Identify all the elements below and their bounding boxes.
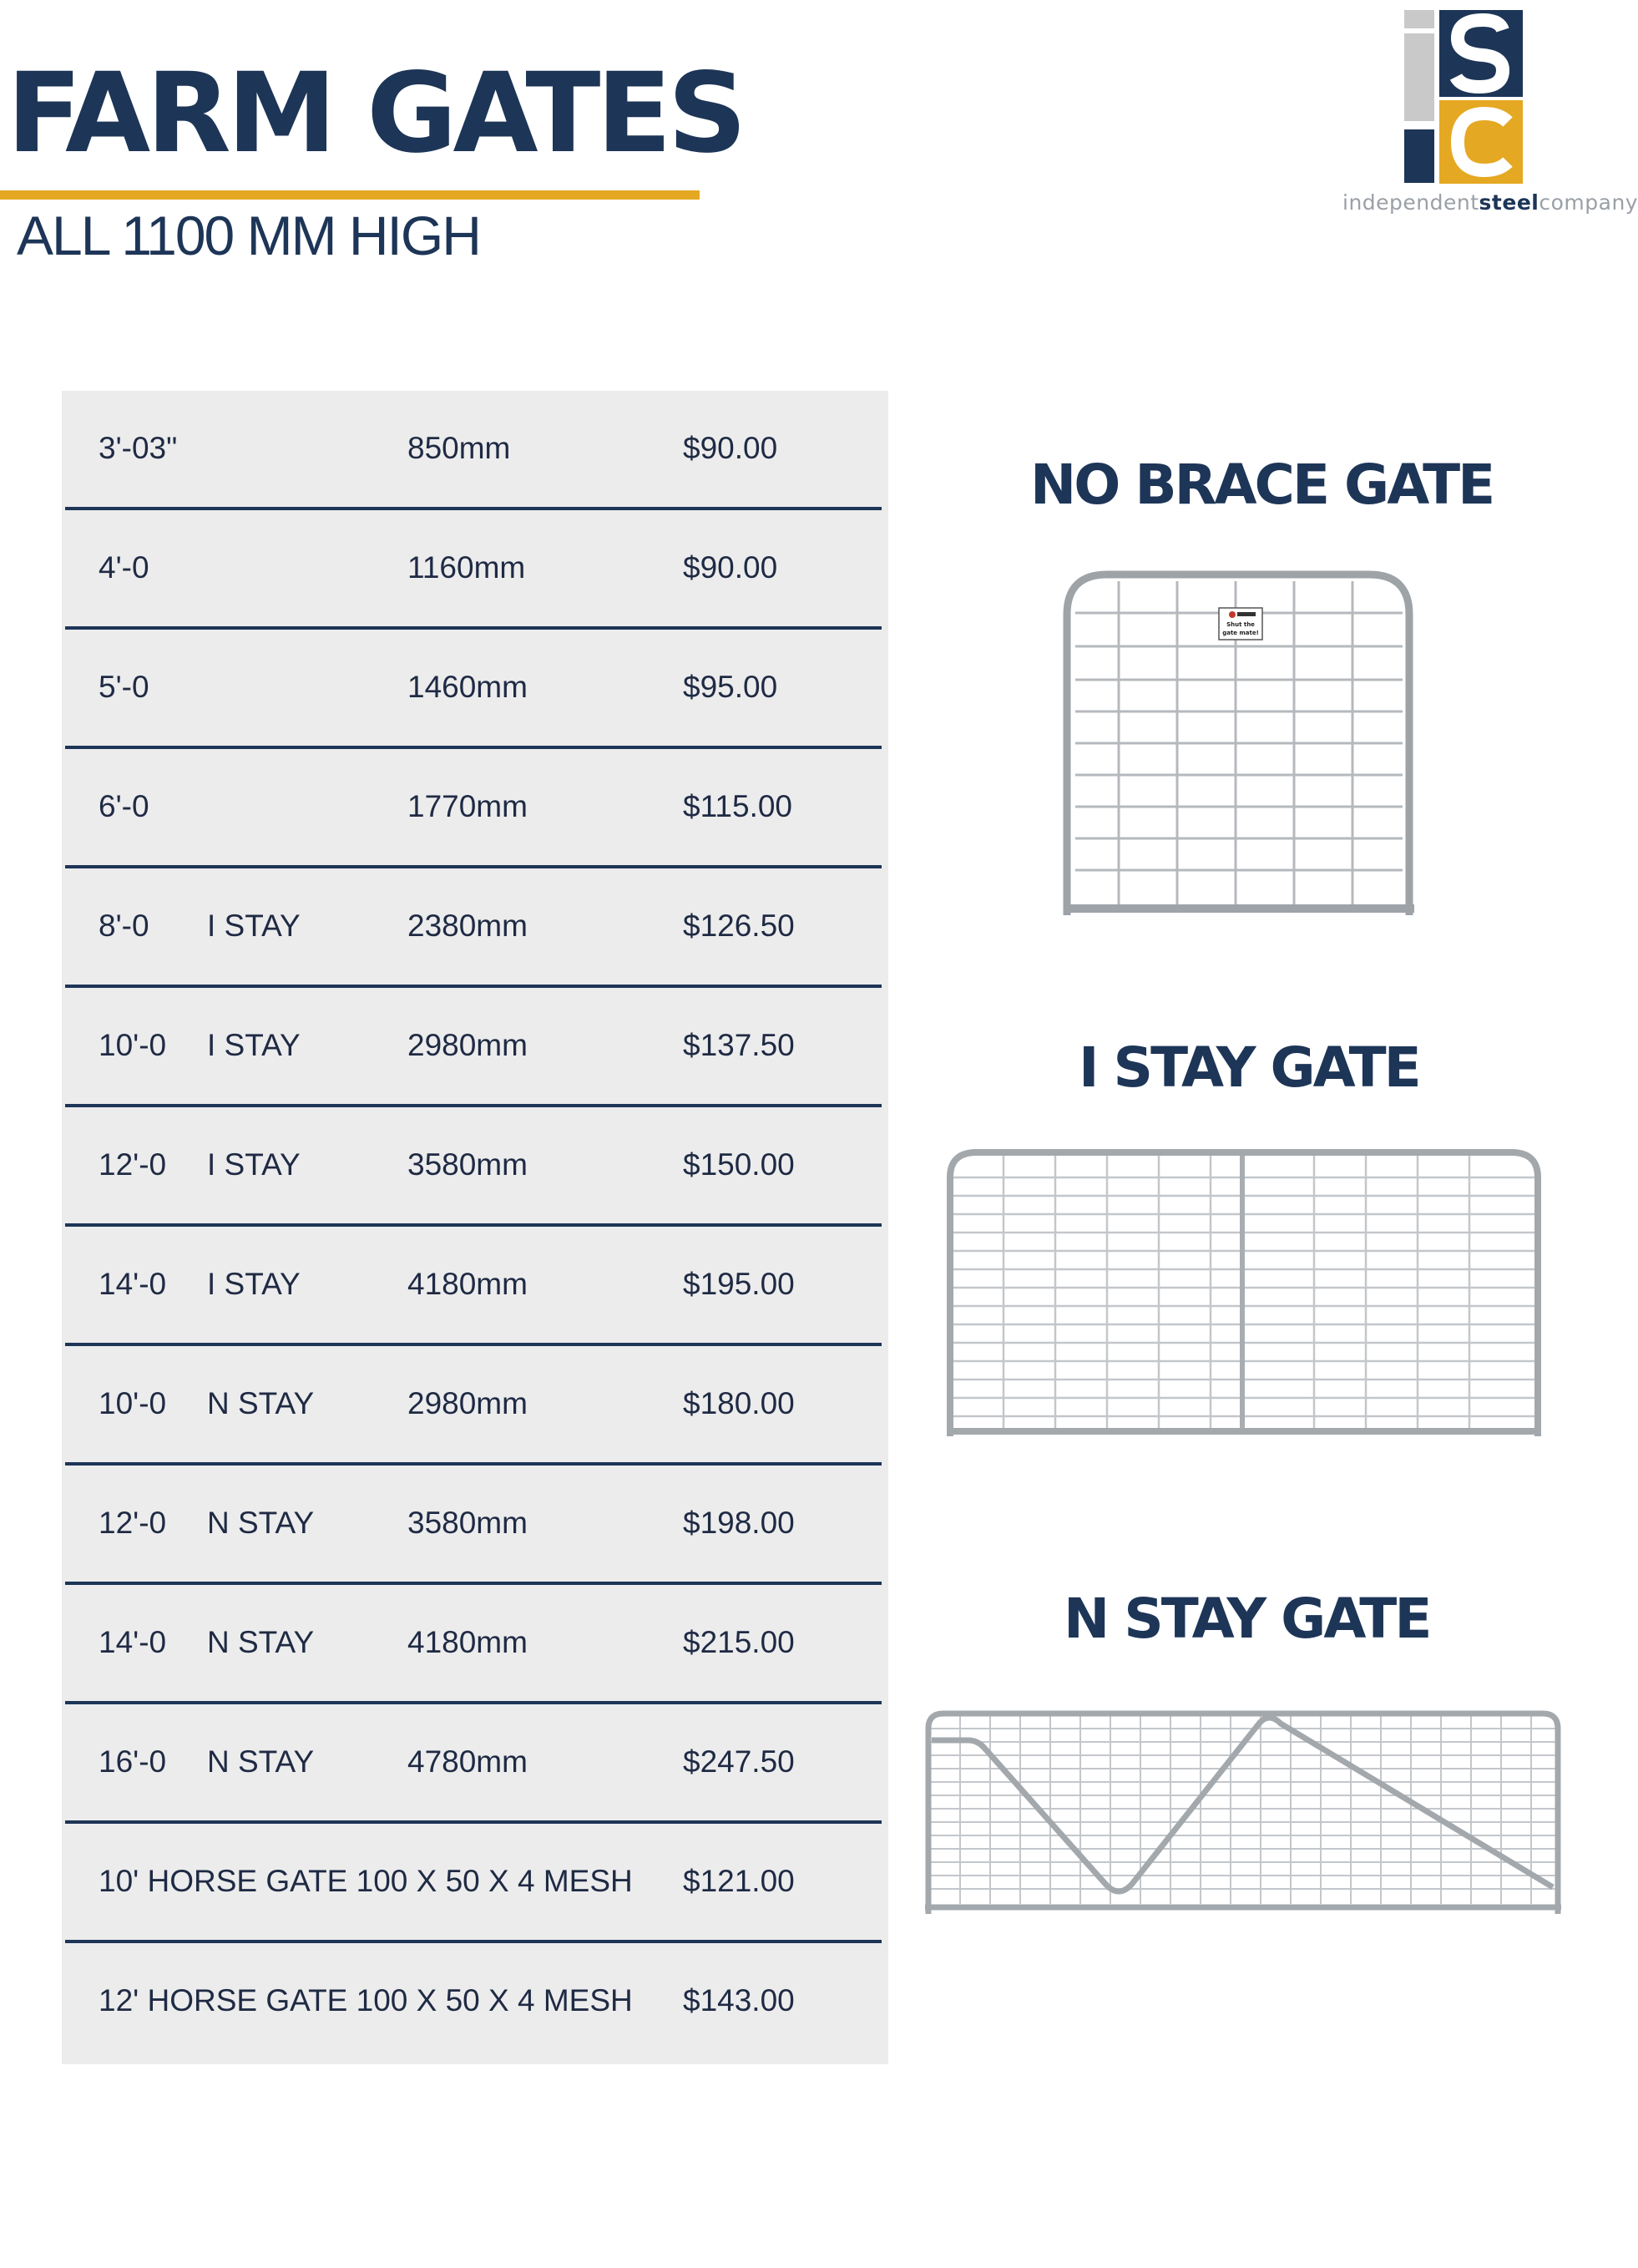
gate-width: 2980mm (407, 1386, 528, 1420)
table-row (65, 868, 882, 988)
i-stay-gate-title: I STAY GATE (1079, 1035, 1419, 1100)
logo-wordmark (1342, 190, 1638, 215)
gate-size: 12'-0 (99, 1147, 167, 1182)
gate-size: 5'-0 (99, 670, 149, 704)
gate-width: 4780mm (407, 1744, 528, 1779)
gate-price: $247.50 (683, 1744, 795, 1779)
gate-price: $198.00 (683, 1506, 795, 1540)
page-subtitle: ALL 1100 MM HIGH (17, 205, 480, 266)
gate-size: 3'-03" (99, 431, 178, 465)
logo-text-suffix: company (1539, 190, 1638, 215)
gate-width: 2980mm (407, 1028, 528, 1062)
no-brace-gate-image (1060, 564, 1419, 925)
table-row (65, 1346, 882, 1466)
gate-size: 12'-0 (99, 1506, 167, 1540)
price-table (62, 391, 888, 2064)
gate-type: N STAY (207, 1744, 315, 1779)
gate-price: $90.00 (683, 550, 778, 585)
gate-size: 14'-0 (99, 1267, 167, 1301)
n-stay-gate-title: N STAY GATE (1064, 1587, 1430, 1651)
gate-price: $180.00 (683, 1386, 795, 1420)
table-row (65, 1466, 882, 1585)
gate-size: 10'-0 (99, 1386, 167, 1420)
gate-type: N STAY (207, 1625, 315, 1659)
no-brace-gate-title: NO BRACE GATE (1030, 453, 1494, 517)
table-row (65, 988, 882, 1107)
horse-gate-description: 12' HORSE GATE 100 X 50 X 4 MESH (99, 1983, 633, 2017)
table-row (65, 391, 882, 510)
gate-price: $115.00 (683, 789, 792, 823)
table-row (65, 1227, 882, 1346)
gate-width: 3580mm (407, 1506, 528, 1540)
table-row (65, 510, 882, 630)
gate-width: 3580mm (407, 1147, 528, 1182)
gate-size: 16'-0 (99, 1744, 167, 1779)
gate-type: I STAY (207, 1028, 301, 1062)
gate-price: $90.00 (683, 431, 778, 465)
gate-price: $215.00 (683, 1625, 795, 1659)
gate-width: 2380mm (407, 909, 528, 943)
gate-type: I STAY (207, 1147, 301, 1182)
gate-width: 4180mm (407, 1267, 528, 1301)
gate-width: 1460mm (407, 670, 528, 704)
table-row (65, 749, 882, 868)
gate-price: $121.00 (683, 1864, 795, 1898)
gate-price: $150.00 (683, 1147, 795, 1182)
gate-price: $195.00 (683, 1267, 795, 1301)
gate-price: $137.50 (683, 1028, 795, 1062)
title-underline (0, 190, 700, 200)
gate-price: $126.50 (683, 909, 795, 943)
table-row (65, 630, 882, 749)
gate-width: 4180mm (407, 1625, 528, 1659)
gate-price: $143.00 (683, 1983, 795, 2017)
svg-text:gate mate!: gate mate! (1222, 630, 1259, 636)
table-row (65, 1824, 882, 1943)
table-row (65, 1943, 882, 2063)
gate-width: 850mm (407, 431, 511, 465)
gate-size: 10'-0 (99, 1028, 167, 1062)
gate-type: I STAY (207, 909, 301, 943)
table-row (65, 1107, 882, 1227)
gate-width: 1770mm (407, 789, 528, 823)
gate-type: I STAY (207, 1267, 301, 1301)
page-title: FARM GATES (7, 49, 743, 178)
isc-logo (1336, 7, 1603, 215)
gate-size: 8'-0 (99, 909, 149, 943)
gate-width: 1160mm (407, 550, 526, 585)
svg-text:Shut the: Shut the (1226, 621, 1255, 628)
gate-type: N STAY (207, 1506, 315, 1540)
gate-size: 14'-0 (99, 1625, 167, 1659)
logo-text-bold: steel (1479, 190, 1539, 215)
gate-size: 6'-0 (99, 789, 149, 823)
logo-text-prefix: independent (1342, 190, 1479, 215)
n-stay-gate-image (922, 1704, 1565, 1921)
gate-size: 4'-0 (99, 550, 149, 585)
horse-gate-description: 10' HORSE GATE 100 X 50 X 4 MESH (99, 1864, 633, 1898)
table-row (65, 1704, 882, 1824)
gate-price: $95.00 (683, 670, 778, 704)
i-stay-gate-image (943, 1144, 1544, 1445)
gate-type: N STAY (207, 1386, 315, 1420)
table-row (65, 1585, 882, 1704)
